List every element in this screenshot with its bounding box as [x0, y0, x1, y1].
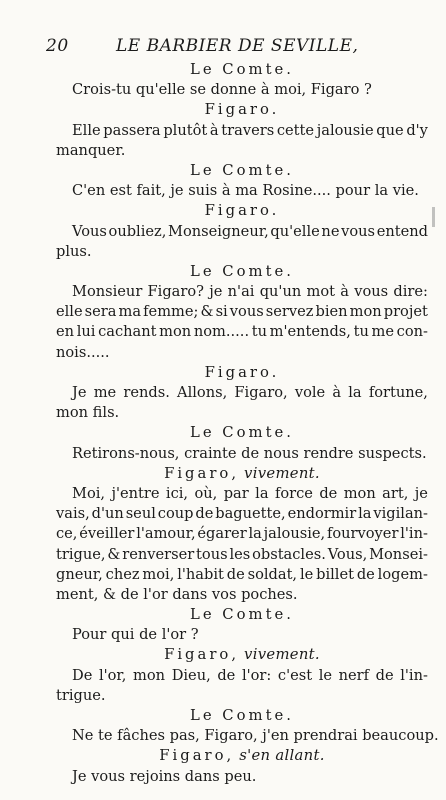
running-header [46, 36, 416, 58]
speaker-label: Le Comte. [190, 161, 294, 179]
dialogue-line: ce, éveiller l'amour, égarer la jalousie, fourvoyer l'in- [56, 525, 428, 543]
stage-direction: vivement. [239, 646, 320, 664]
dialogue-line: vais, d'un seul coup de baguette, endormir la vigilan- [56, 505, 428, 523]
dialogue-line: Ne te fâches pas, Figaro, j'en prendrai beaucoup. [72, 727, 439, 745]
dialogue-line: Crois-tu qu'elle se donne à moi, Figaro ? [72, 81, 372, 99]
dialogue-line: manquer. [56, 141, 126, 159]
speaker-name [56, 464, 428, 484]
speaker-name [56, 605, 428, 625]
speaker-label: Le Comte. [190, 262, 294, 280]
dialogue-line: Vous oubliez, Monseigneur, qu'elle ne vous entend [72, 222, 428, 240]
speaker-name [56, 706, 428, 726]
speaker-label: Figaro. [204, 202, 280, 220]
dialogue-line: C'en est fait, je suis à ma Rosine.... pour la vie. [72, 182, 419, 200]
speaker-label: Figaro. [204, 101, 280, 119]
speaker-name [56, 100, 428, 120]
speaker-name [56, 161, 428, 181]
dialogue-line: gneur, chez moi, l'habit de soldat, le billet de logem- [56, 565, 428, 583]
speaker-label: Le Comte. [190, 61, 294, 78]
dialogue-line: nois..... [56, 343, 110, 361]
dialogue-line: mon fils. [56, 404, 120, 422]
dialogue-line: De l'or, mon Dieu, de l'or: c'est le nerf de l'in- [72, 666, 428, 684]
speaker-label: Le Comte. [190, 424, 294, 442]
dialogue-line: trigue. [56, 686, 106, 704]
speaker-name [56, 262, 428, 282]
page-edge-mark [432, 207, 435, 227]
speaker-name [56, 60, 428, 80]
speaker-label: Figaro, [164, 464, 240, 482]
speaker-label: Figaro. [204, 363, 280, 381]
speaker-name [56, 201, 428, 221]
speaker-name [56, 363, 428, 383]
speaker-label: Figaro, [159, 747, 235, 765]
stage-direction: vivement. [239, 464, 320, 482]
running-title: LE BARBIER DE SEVILLE, [116, 36, 359, 56]
stage-direction: s'en allant. [234, 747, 325, 765]
dialogue-line: Retirons-nous, crainte de nous rendre suspects. [72, 444, 427, 462]
dialogue-line: Je me rends. Allons, Figaro, vole à la fortune, [72, 384, 428, 401]
dialogue-line: ment, & de l'or dans vos poches. [56, 585, 298, 603]
play-text [56, 60, 439, 787]
speaker-name [56, 746, 428, 766]
dialogue-line: Moi, j'entre ici, où, par la force de mon art, je [72, 484, 428, 502]
dialogue-line: plus. [56, 242, 92, 260]
dialogue-line: en lui cachant mon nom..... tu m'entends, tu me con- [56, 323, 428, 341]
speaker-label: Figaro, [164, 646, 240, 664]
speaker-name [56, 423, 428, 443]
speaker-label: Le Comte. [190, 606, 294, 624]
dialogue-line: elle sera ma femme; & si vous servez bien mon projet [56, 303, 428, 321]
dialogue-line: Elle passera plutôt à travers cette jalousie que d'y [72, 121, 428, 139]
dialogue-line: Pour qui de l'or ? [72, 626, 199, 644]
speaker-label: Le Comte. [190, 707, 294, 724]
dialogue-line: Monsieur Figaro? je n'ai qu'un mot à vous dire: [72, 283, 428, 301]
dialogue-line: trigue, & renverser tous les obstacles. Vous, Monsei- [56, 545, 428, 563]
page-number: 20 [46, 36, 69, 56]
speaker-name [56, 645, 428, 665]
dialogue-line: Je vous rejoins dans peu. [72, 767, 257, 785]
